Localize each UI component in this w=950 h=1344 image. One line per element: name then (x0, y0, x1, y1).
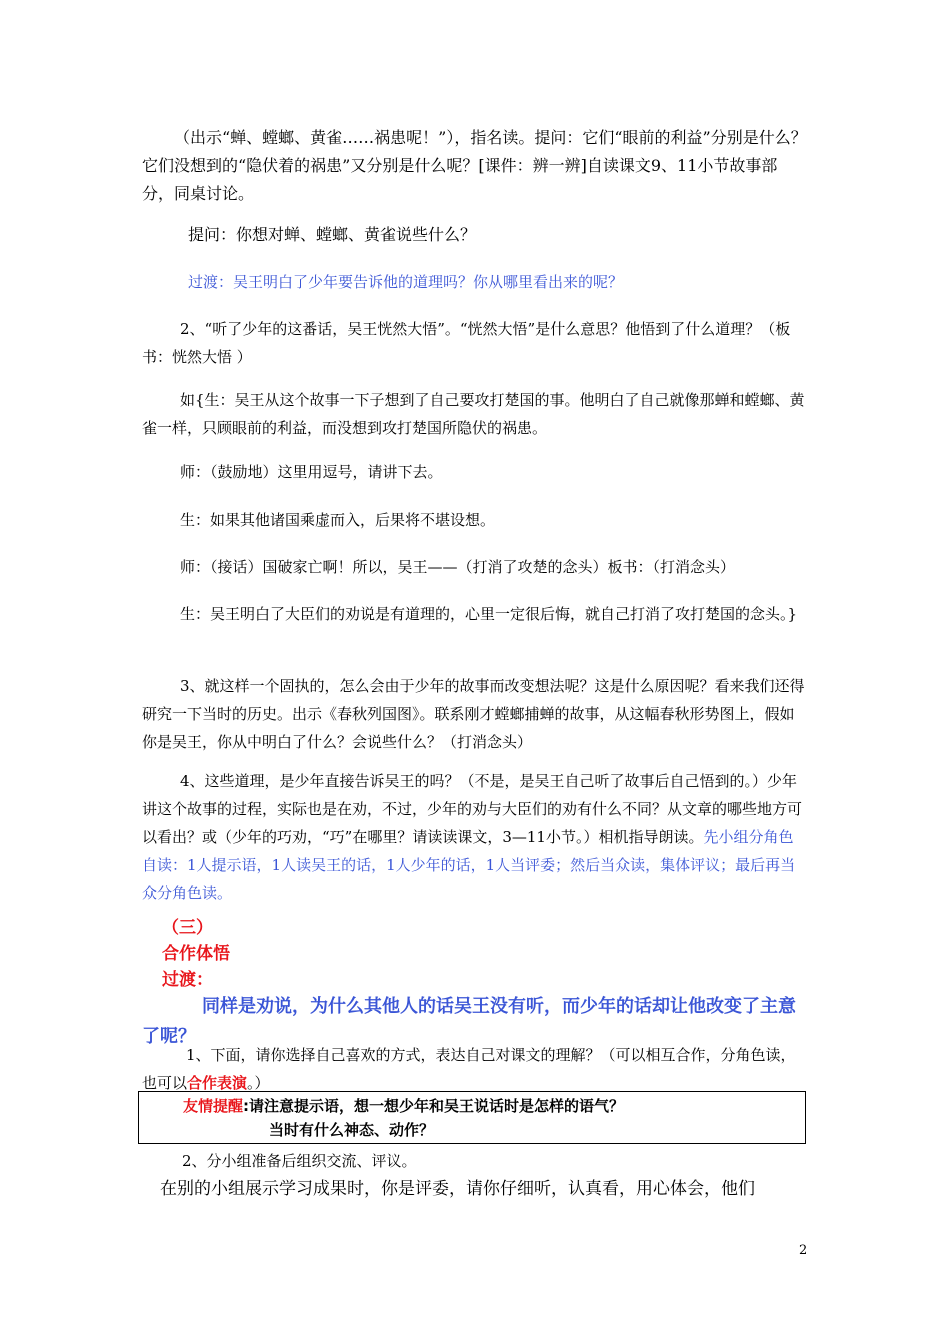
paragraph-activity-1 (142, 1041, 808, 1097)
reminder-box (138, 1091, 806, 1144)
reminder-text-1: :请注意提示语，想一想少年和吴王说话时是怎样的语气？ (243, 1097, 625, 1115)
paragraph-student-answer: 如{生：吴王从这个故事一下子想到了自己要攻打楚国的事。他明白了自己就像那蝉和螳螂、黄雀一样，只顾眼前的利益，而没想到攻打楚国所隐伏的祸患。 (142, 391, 805, 437)
reminder-line-2: 当时有什么神态、动作？ (269, 1121, 435, 1139)
activity-highlight: 合作表演 (187, 1074, 248, 1092)
step-4-text: 4、这些道理，是少年直接告诉吴王的吗？（不是，是吴王自己听了故事后自己悟到的。）少年讲这个故事的过程，实际也是在劝，不过，少年的劝与大臣们的劝有什么不同？从文章的哪些地方可以看出？或（少年的巧劝，“巧”在哪里？请读读课文，3—11小节。）相机指导朗读。 (142, 772, 803, 846)
paragraph-activity-3: 在别的小组展示学习成果时，你是评委，请你仔细听，认真看，用心体会，他们 (160, 1179, 755, 1199)
transition-label: 过渡： (162, 970, 213, 990)
reminder-line-1 (183, 1094, 624, 1118)
paragraph-teacher-1: 师：（鼓励地）这里用逗号，请讲下去。 (180, 463, 443, 481)
paragraph-question: 提问：你想对蝉、螳螂、黄雀说些什么？ (188, 225, 477, 244)
transition-text: 同样是劝说，为什么其他人的话吴王没有听，而少年的话却让他改变了主意了呢？ (142, 996, 796, 1047)
paragraph-step-3: 3、就这样一个固执的，怎么会由于少年的故事而改变想法呢？这是什么原因呢？看来我们还得研究一下当时的历史。出示《春秋列国图》。联系刚才螳螂捕蝉的故事，从这幅春秋形势图上，假如你是吴王，你从中明白了什么？会说些什么？（打消念头） (142, 677, 805, 751)
paragraph-step-4 (142, 767, 808, 907)
activity-1-text: 1、下面，请你选择自己喜欢的方式，表达自己对课文的理解？（可以相互合作，分角色读，也可以 (142, 1046, 796, 1092)
paragraph-intro: （出示“蝉、螳螂、黄雀……祸患呢！”），指名读。提问：它们“眼前的利益”分别是什么？它们没想到的“隐伏着的祸患”又分别是什么呢？[课件：辨一辨]自读课文9、11小节故事部分，同桌讨论。 (142, 128, 807, 203)
paragraph-student-2: 生：如果其他诸国乘虚而入，后果将不堪设想。 (180, 511, 496, 529)
activity-1-end: 。） (247, 1074, 270, 1092)
paragraph-student-3: 生：吴王明白了大臣们的劝说是有道理的，心里一定很后悔，就自己打消了攻打楚国的念头。} (180, 605, 798, 623)
paragraph-transition: 过渡：吴王明白了少年要告诉他的道理吗？你从哪里看出来的呢？ (188, 273, 624, 291)
section-number: （三） (162, 918, 213, 938)
paragraph-step-2: 2、“听了少年的这番话，吴王恍然大悟”。“恍然大悟”是什么意思？他悟到了什么道理？（板书：恍然大悟 ） (142, 320, 791, 366)
reminder-label: 友情提醒 (183, 1097, 244, 1115)
paragraph-teacher-2: 师：（接话）国破家亡啊！所以，吴王——（打消了攻楚的念头）板书：（打消念头） (180, 558, 736, 576)
page-number: 2 (799, 1243, 808, 1258)
step-4-blue-text: 先小组分角色自读：1人提示语，1人读吴王的话，1人少年的话，1人当评委；然后当众读，集体评议；最后再当众分角色读。 (142, 828, 796, 902)
paragraph-activity-2: 2、分小组准备后组织交流、评议。 (182, 1152, 417, 1170)
section-title: 合作体悟 (162, 944, 230, 964)
